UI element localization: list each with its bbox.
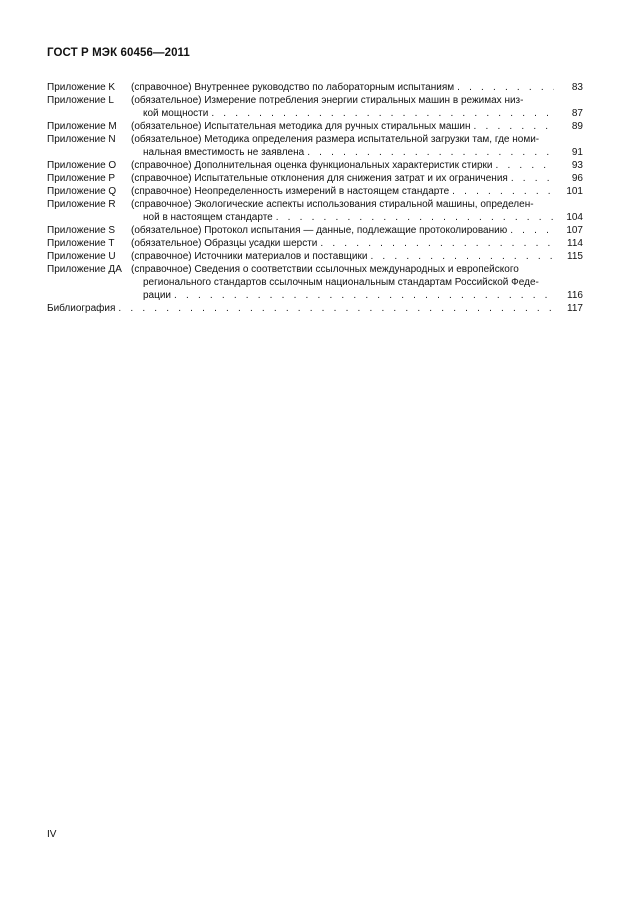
- toc-entry-page: 115: [567, 251, 583, 262]
- toc-entry-content: [131, 133, 583, 159]
- dot-leader: [370, 250, 554, 263]
- toc-entry-line: [131, 94, 583, 107]
- toc-entry-label: Приложение ДА: [47, 264, 122, 275]
- toc-entry-line: [131, 172, 583, 185]
- toc-entry-text: кой мощности: [143, 108, 209, 119]
- toc-entry-line: [131, 185, 583, 198]
- toc-entry-content: [131, 237, 583, 250]
- toc-entry: [47, 172, 583, 185]
- toc-entry: [47, 237, 583, 250]
- toc-entry-content: [131, 224, 583, 237]
- toc-entry-text: (обязательное) Образцы усадки шерсти: [131, 238, 318, 249]
- page-number: IV: [47, 829, 57, 840]
- toc-entry-line: [131, 159, 583, 172]
- toc-entry-label: Приложение N: [47, 134, 116, 145]
- toc-entry-page: 87: [571, 108, 583, 119]
- dot-leader: [174, 289, 554, 302]
- toc-entry-page: 107: [566, 225, 583, 236]
- toc-entry-line: [131, 81, 583, 94]
- toc-entry-label: Приложение P: [47, 173, 116, 184]
- toc-entry-label: Приложение L: [47, 95, 114, 106]
- bibliography-page: 117: [567, 303, 583, 314]
- toc-entry-page: 104: [566, 212, 583, 223]
- toc-entry-text: (справочное) Сведения о соответствии ссылочных международных и европейского: [131, 264, 519, 275]
- toc-entry-text: регионального стандартов ссылочным национальным стандартам Российской Феде-: [143, 277, 539, 288]
- toc-entry-line: [131, 276, 583, 289]
- toc-entry-text: ной в настоящем стандарте: [143, 212, 273, 223]
- toc-entry-text: (обязательное) Испытательная методика для ручных стиральных машин: [131, 121, 471, 132]
- toc-entry-line: [131, 263, 583, 276]
- dot-leader: [511, 172, 554, 185]
- toc-entry-content: [131, 120, 583, 133]
- toc-entry-text: (справочное) Неопределенность измерений в настоящем стандарте: [131, 186, 450, 197]
- toc-entry-content: [131, 81, 583, 94]
- dot-leader: [276, 211, 554, 224]
- toc-entry-content: [131, 185, 583, 198]
- dot-leader: [510, 224, 554, 237]
- toc-entry-label: Приложение T: [47, 238, 115, 249]
- toc-entry-line: [131, 211, 583, 224]
- toc-entry-page: 101: [566, 186, 583, 197]
- toc-entry-label: Приложение R: [47, 199, 116, 210]
- document-header: ГОСТ Р МЭК 60456—2011: [47, 47, 190, 59]
- toc-entry: [47, 133, 583, 159]
- toc-entry-content: [131, 159, 583, 172]
- toc-entry-text: (обязательное) Измерение потребления энергии стиральных машин в режимах низ-: [131, 95, 524, 106]
- toc-entry-line: [131, 146, 583, 159]
- toc-entry-line: [131, 224, 583, 237]
- toc-entry-bibliography: [47, 302, 583, 315]
- toc-entry-content: [131, 172, 583, 185]
- toc-entry: [47, 94, 583, 120]
- toc-entry-text: (справочное) Источники материалов и поставщики: [131, 251, 368, 262]
- toc-entry-text: нальная вместимость не заявлена: [143, 147, 305, 158]
- toc-entry-page: 83: [571, 82, 583, 93]
- toc-entry: [47, 198, 583, 224]
- toc-entry-line: [131, 120, 583, 133]
- dot-leader: [118, 302, 554, 315]
- toc-entry-content: [131, 250, 583, 263]
- toc-entry-text: рации: [143, 290, 172, 301]
- toc-entry-label: Приложение Q: [47, 186, 117, 197]
- toc-entry-line: [131, 289, 583, 302]
- toc-entry-line: [131, 198, 583, 211]
- dot-leader: [495, 159, 554, 172]
- toc-entry: [47, 159, 583, 172]
- toc-entry-line: [131, 250, 583, 263]
- toc-entry-label: Приложение O: [47, 160, 117, 171]
- dot-leader: [320, 237, 554, 250]
- toc-entry-text: (справочное) Дополнительная оценка функциональных характеристик стирки: [131, 160, 493, 171]
- toc-entry: [47, 81, 583, 94]
- toc-entry-label: Приложение M: [47, 121, 117, 132]
- toc-entry-page: 91: [571, 147, 583, 158]
- toc-entry-page: 93: [571, 160, 583, 171]
- toc-entry-page: 96: [571, 173, 583, 184]
- toc-entry: [47, 224, 583, 237]
- table-of-contents: [47, 81, 583, 315]
- toc-entry: [47, 263, 583, 302]
- dot-leader: [307, 146, 554, 159]
- toc-entry-text: (справочное) Внутреннее руководство по лабораторным испытаниям: [131, 82, 455, 93]
- dot-leader: [211, 107, 554, 120]
- toc-entry-content: [131, 198, 583, 224]
- toc-entry-text: (справочное) Экологические аспекты использования стиральной машины, определен-: [131, 199, 534, 210]
- toc-entry-text: (справочное) Испытательные отклонения для снижения затрат и их ограничения: [131, 173, 508, 184]
- toc-entry-page: 114: [567, 238, 583, 249]
- toc-entry-text: (обязательное) Протокол испытания — данные, подлежащие протоколированию: [131, 225, 508, 236]
- toc-entry-line: [131, 133, 583, 146]
- toc-entry-content: [131, 94, 583, 120]
- dot-leader: [452, 185, 554, 198]
- toc-entry-label: Приложение U: [47, 251, 116, 262]
- toc-entry-text: (обязательное) Методика определения размера испытательной загрузки там, где номи-: [131, 134, 540, 145]
- toc-entry-label: Приложение K: [47, 82, 116, 93]
- dot-leader: [457, 81, 554, 94]
- toc-entry-content: [131, 263, 583, 302]
- dot-leader: [474, 120, 554, 133]
- toc-entry: [47, 185, 583, 198]
- toc-entry-line: [131, 107, 583, 120]
- bibliography-label: Библиография: [47, 303, 116, 314]
- toc-entry-line: [131, 237, 583, 250]
- toc-entry-page: 116: [567, 290, 583, 301]
- toc-entry: [47, 250, 583, 263]
- toc-entry: [47, 120, 583, 133]
- toc-entry-page: 89: [571, 121, 583, 132]
- toc-entry-label: Приложение S: [47, 225, 116, 236]
